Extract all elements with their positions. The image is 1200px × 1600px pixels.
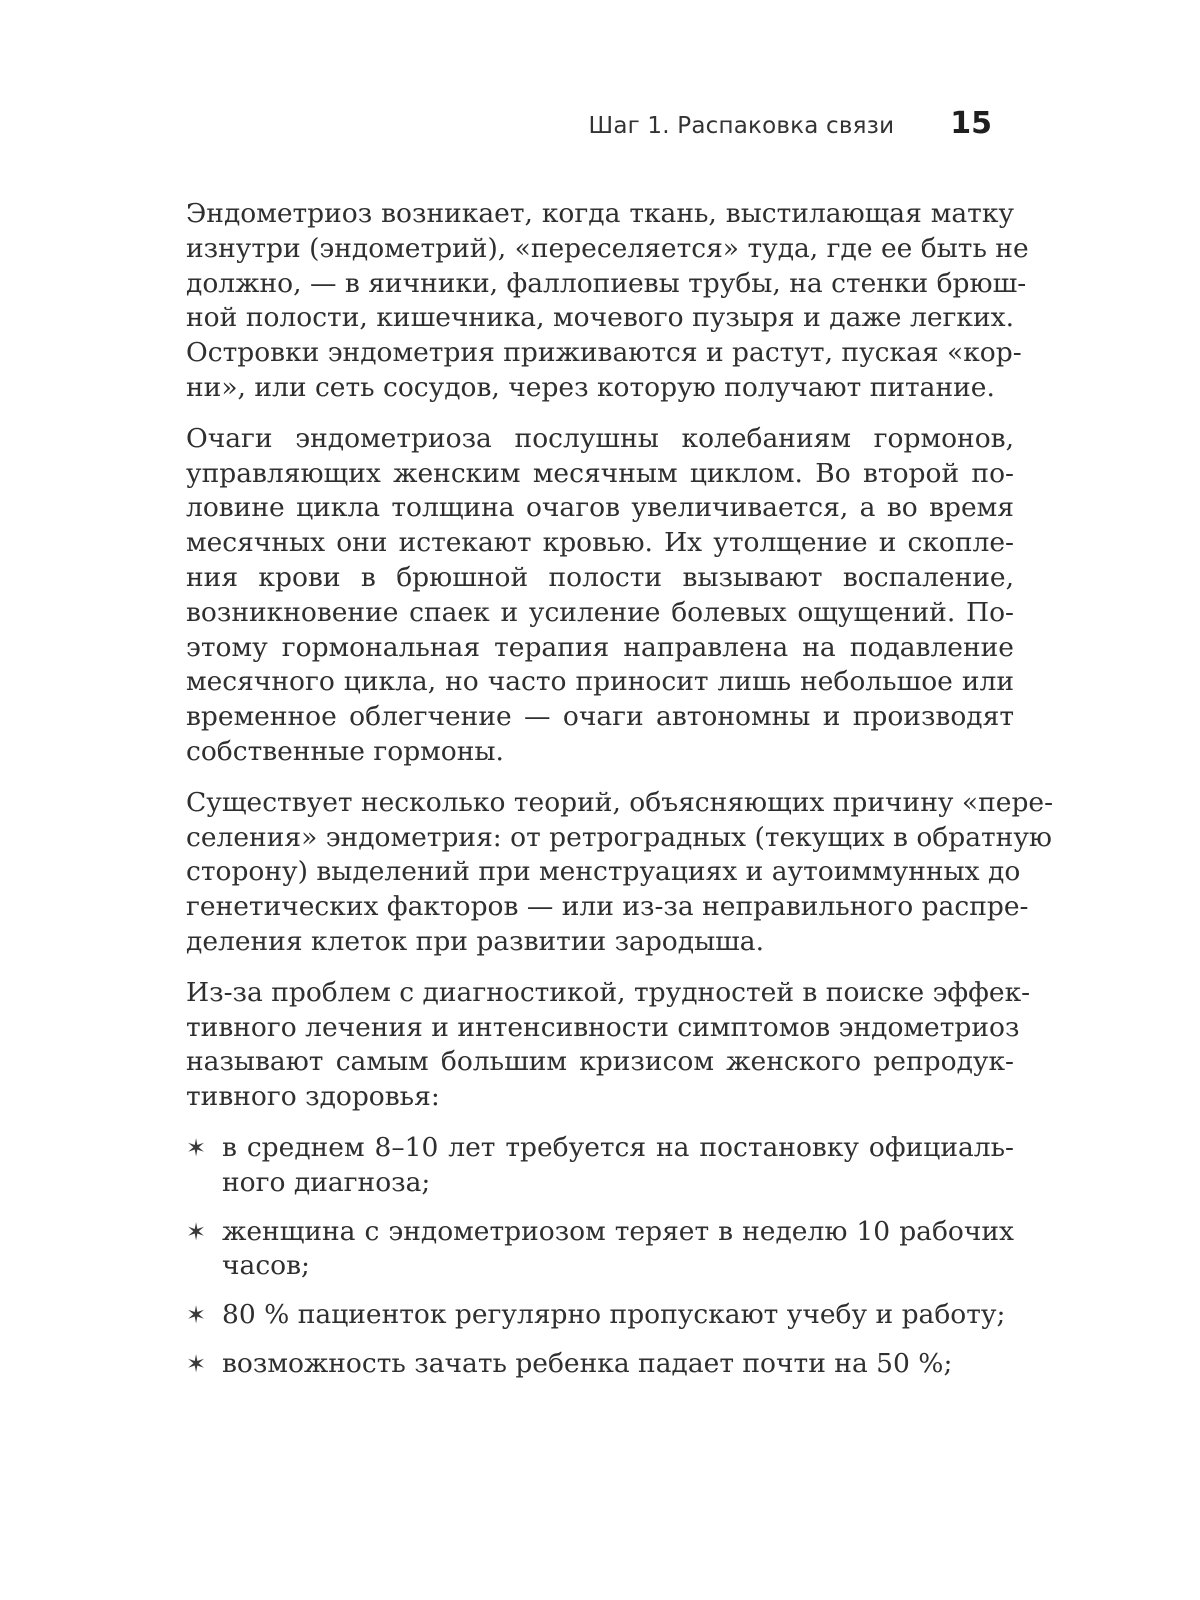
text-line: в среднем 8–10 лет требуется на постановку официаль-: [222, 1131, 1014, 1163]
text-line: изнутри (эндометрий), «переселяется» туда, где ее быть не: [186, 232, 1029, 264]
text-line: месячных они истекают кровью. Их утолщение и скопле-: [186, 527, 1014, 559]
star-bullet-icon: ✶: [186, 1349, 207, 1378]
text-line: тивного здоровья:: [186, 1081, 440, 1113]
star-bullet-icon: ✶: [186, 1301, 207, 1330]
text-line: часов;: [222, 1250, 310, 1282]
text-line: ной полости, кишечника, мочевого пузыря и даже легких.: [186, 302, 1014, 334]
text-line: Островки эндометрия приживаются и растут, пуская «кор-: [186, 337, 1022, 369]
text-line: Очаги эндометриоза послушны колебаниям гормонов,: [186, 422, 1014, 454]
paragraph-4: [186, 976, 1031, 1115]
text-line: ловине цикла толщина очагов увеличивается, а во время: [186, 492, 1014, 524]
star-bullet-icon: ✶: [186, 1217, 207, 1246]
text-line: управляющих женским месячным циклом. Во второй по-: [186, 457, 1014, 489]
text-line: ни», или сеть сосудов, через которую получают питание.: [186, 371, 995, 403]
text-line: называют самым большим кризисом женского репродук-: [186, 1046, 1014, 1078]
text-line: ного диагноза;: [222, 1166, 431, 1198]
list-item: [186, 1131, 1014, 1201]
text-line: этому гормональная терапия направлена на подавление: [186, 631, 1014, 663]
running-head: [589, 106, 992, 141]
running-title: Шаг 1. Распаковка связи: [588, 113, 895, 139]
bullet-list: [186, 1131, 1014, 1382]
text-line: деления клеток при развитии зародыша.: [186, 925, 765, 957]
text-line: возникновение спаек и усиление болевых ощущений. По-: [186, 596, 1014, 628]
list-item: [186, 1215, 1014, 1285]
list-item: [186, 1347, 1014, 1382]
text-line: Эндометриоз возникает, когда ткань, выстилающая матку: [186, 198, 1014, 229]
text-line: Из-за проблем с диагностикой, трудностей в поиске эффек-: [186, 976, 1031, 1008]
text-line: женщина с эндометриозом теряет в неделю 10 рабочих: [222, 1215, 1014, 1247]
page-number: 15: [950, 106, 992, 141]
text-line: тивного лечения и интенсивности симптомов эндометриоз: [186, 1011, 1020, 1043]
star-bullet-icon: ✶: [186, 1133, 207, 1162]
text-line: временное облегчение — очаги автономны и производят: [186, 701, 1014, 733]
text-line: ния крови в брюшной полости вызывают воспаление,: [186, 561, 1014, 593]
text-line: сторону) выделений при менструациях и аутоиммунных до: [186, 856, 1021, 888]
text-line: генетических факторов — или из-за неправильного распре-: [186, 891, 1029, 923]
text-line: месячного цикла, но часто приносит лишь небольшое или: [186, 666, 1014, 698]
paragraph-2: [186, 422, 1014, 770]
text-line: собственные гормоны.: [186, 735, 504, 767]
body-text: [186, 197, 1054, 1396]
text-line: Существует несколько теорий, объясняющих причину «пере-: [186, 786, 1054, 818]
list-item: [186, 1298, 1014, 1333]
text-line: 80 % пациенток регулярно пропускают учебу и работу;: [222, 1299, 1006, 1331]
text-line: селения» эндометрия: от ретроградных (текущих в обратную: [186, 821, 1052, 853]
paragraph-1: [186, 197, 1029, 406]
text-line: возможность зачать ребенка падает почти на 50 %;: [222, 1347, 953, 1379]
text-line: должно, — в яичники, фаллопиевы трубы, на стенки брюш-: [186, 267, 1027, 299]
paragraph-3: [186, 786, 1054, 960]
